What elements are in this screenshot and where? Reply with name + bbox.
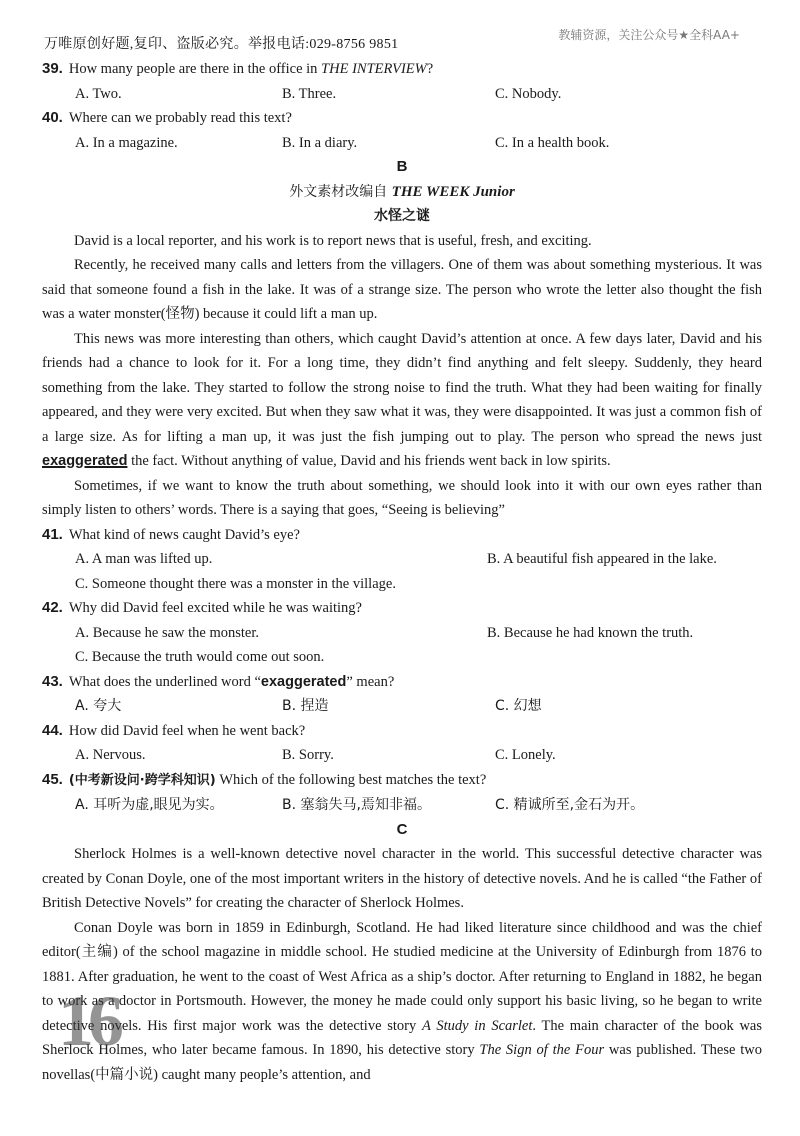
option-a: A. 夸大	[75, 698, 122, 714]
question-text: Why did David feel excited while he was waiting?	[68, 600, 362, 616]
question-number: 45.	[42, 770, 63, 788]
passage-c-paragraph-1: Sherlock Holmes is a well-known detective novel character in the world. This successful detective character was created by Conan Doyle, one of the most important writers in the history of detective novels. And he is called “the Father of British Detective Novels” for creating the character of Sherlock Holmes.	[42, 846, 762, 911]
option-c: C. In a health book.	[495, 134, 610, 151]
question-keyword: exaggerated	[260, 673, 347, 690]
question-41	[42, 523, 762, 548]
section-b-letter: B	[396, 158, 408, 175]
copyright-header: 万唯原创好题,复印、盗版必究。举报电话:029-8756 9851	[44, 37, 399, 52]
question-number: 40.	[42, 109, 63, 126]
options-39	[42, 82, 762, 107]
option-b: B. 塞翁失马,焉知非福。	[282, 797, 431, 813]
question-text: What does the underlined word “	[68, 673, 261, 690]
option-b: B. Because he had known the truth.	[487, 624, 694, 641]
watermark-header: 教辅资源，关注公众号★全科AA+	[558, 28, 740, 42]
option-a: A. In a magazine.	[75, 134, 178, 151]
question-44	[42, 719, 762, 744]
question-title: THE INTERVIEW	[321, 61, 427, 77]
option-a: A. Two.	[75, 85, 122, 102]
option-a: A. Because he saw the monster.	[75, 624, 260, 641]
question-text: Where can we probably read this text?	[68, 110, 292, 126]
question-text-end: ” mean?	[346, 673, 395, 690]
option-c: C. 幻想	[495, 698, 542, 714]
page-content	[42, 57, 762, 1087]
option-c: C. Lonely.	[495, 747, 556, 763]
question-40	[42, 106, 762, 131]
option-c: C. Someone thought there was a monster in the village.	[75, 575, 396, 592]
option-b: B. Three.	[282, 85, 337, 102]
paragraph-text: This news was more interesting than others, which caught David’s attention at once. A few days later, David and his friends had a chance to look for it. For a long time, they didn’t find anything and felt sleepy. Suddenly, they heard something from the lake. They started to follow the strong noise to find the truth. What they had been waiting for finally appeared, and they were very excited. But when they saw what it was, they were disappointed. It was just a common fish of a large size. As for lifting a man up, it was just the fish jumping out to play. The person who spread the news just	[42, 330, 762, 445]
question-number: 43.	[42, 672, 63, 690]
paragraph-text: Conan Doyle was born in 1859 in Edinburgh, Scotland. He had liked literature since childhood and was the chief editor(主编) of the school magazine in middle school. He studied medicine at the University of Edinburgh from 1876 to 1881. After graduation, he went to the coast of West Africa as a ship’s doctor. After returning to England in 1882, he began to work as a doctor in Portsmouth. However, the money he made could only support his basic living, so he began to write detective novels. His first major work was the detective story	[42, 919, 762, 1034]
book-title: The Sign of the Four	[479, 1042, 605, 1058]
question-39	[42, 57, 762, 82]
paragraph-text: . The main character of the book was Sherlock Holmes, who later became famous. In 1890, his detective story	[42, 1017, 762, 1058]
option-a: A. A man was lifted up.	[75, 551, 213, 567]
option-b: B. Sorry.	[282, 747, 334, 763]
options-42-row-1	[42, 621, 762, 646]
question-tag: (中考新设问·跨学科知识)	[68, 772, 216, 788]
paragraph-text: was published. These two novellas(中篇小说) caught many people’s attention, and	[42, 1042, 762, 1083]
options-43	[42, 694, 762, 719]
question-text: What kind of news caught David’s eye?	[68, 526, 300, 543]
question-text: Which of the following best matches the text?	[215, 771, 487, 788]
option-a: A. 耳听为虚,眼见为实。	[75, 797, 224, 813]
passage-c-paragraph-2	[42, 916, 762, 1088]
option-c: C. Nobody.	[495, 85, 562, 102]
option-b: B. 捏造	[282, 698, 329, 714]
book-title: A Study in Scarlet	[422, 1017, 533, 1034]
passage-b-paragraph-4: Sometimes, if we want to know the truth about something, we should look into it with our own eyes rather than simply listen to others’ words. There is a saying that goes, “Seeing is believing”	[42, 477, 762, 518]
question-42	[42, 596, 762, 621]
question-number: 42.	[42, 599, 63, 616]
passage-b-paragraph-3	[42, 327, 762, 474]
source-prefix: 外文素材改编自	[289, 183, 388, 200]
question-number: 44.	[42, 721, 63, 739]
options-44	[42, 743, 762, 768]
options-45	[42, 793, 762, 818]
question-text: How many people are there in the office in	[68, 61, 322, 77]
section-c-letter: C	[396, 820, 408, 838]
underlined-word: exaggerated	[42, 453, 128, 469]
question-end: ?	[426, 61, 434, 77]
question-number: 39.	[42, 60, 63, 77]
option-a: A. Nervous.	[75, 747, 146, 763]
passage-b-paragraph-1: David is a local reporter, and his work is to report news that is useful, fresh, and exciting.	[74, 232, 592, 249]
option-c: C. 精诚所至,金石为开。	[495, 797, 645, 813]
options-41-row-1	[42, 547, 762, 572]
question-43	[42, 670, 762, 695]
option-b: B. A beautiful fish appeared in the lake.	[487, 551, 717, 567]
question-text: How did David feel when he went back?	[68, 722, 306, 739]
options-40	[42, 131, 762, 156]
source-title: THE WEEK Junior	[391, 183, 515, 200]
option-c: C. Because the truth would come out soon.	[75, 649, 325, 665]
question-number: 41.	[42, 525, 63, 543]
passage-b-paragraph-2: Recently, he received many calls and letters from the villagers. One of them was about something mysterious. It was said that someone found a fish in the lake. It was of a strange size. The person who wrote the letter also thought the fish was a water monster(怪物) because it could lift a man up.	[42, 257, 762, 322]
section-b-source	[42, 180, 762, 205]
option-b: B. In a diary.	[282, 134, 358, 151]
paragraph-text-end: the fact. Without anything of value, David and his friends went back in low spirits.	[127, 453, 611, 469]
question-45	[42, 768, 762, 794]
page-number: 16	[58, 981, 118, 1061]
section-b-title: 水怪之谜	[374, 208, 430, 224]
